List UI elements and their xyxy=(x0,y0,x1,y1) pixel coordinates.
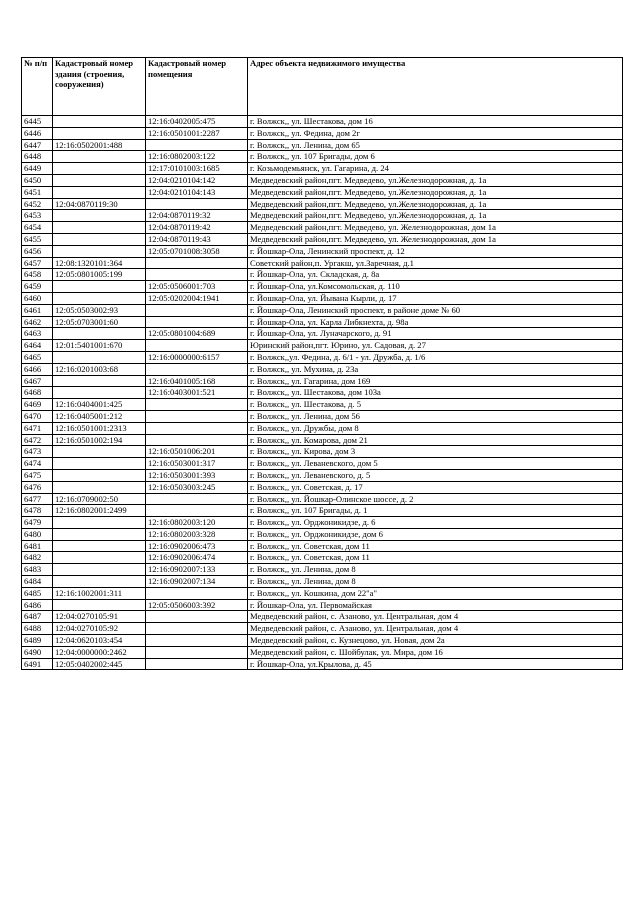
table-row xyxy=(22,635,623,647)
row-number: 6445 xyxy=(22,116,53,128)
building-cadastral-cell xyxy=(53,174,146,186)
row-number: 6463 xyxy=(22,328,53,340)
row-number: 6459 xyxy=(22,281,53,293)
table-header-row xyxy=(22,58,623,116)
premises-cadastral-cell: 12:04:0870119:42 xyxy=(146,222,248,234)
row-number: 6464 xyxy=(22,340,53,352)
row-number: 6455 xyxy=(22,233,53,245)
premises-cadastral-cell: 12:05:0506003:392 xyxy=(146,599,248,611)
row-number: 6475 xyxy=(22,469,53,481)
building-cadastral-cell: 12:04:0000000:2462 xyxy=(53,646,146,658)
table-row xyxy=(22,576,623,588)
building-cadastral-cell xyxy=(53,328,146,340)
premises-cadastral-cell: 12:16:0402005:475 xyxy=(146,116,248,128)
address-cell: г. Йошкар-Ола, ул. Луначарского, д. 91 xyxy=(248,328,623,340)
address-cell: г. Волжск,, ул. Шестакова, дом 103а xyxy=(248,387,623,399)
table-row xyxy=(22,422,623,434)
building-cadastral-cell xyxy=(53,540,146,552)
building-cadastral-cell xyxy=(53,127,146,139)
table-row xyxy=(22,116,623,128)
building-cadastral-cell: 12:04:0870119:30 xyxy=(53,198,146,210)
address-cell: Медведевский район,пгт. Медведево, ул. Железнодорожная, дом 1а xyxy=(248,233,623,245)
table-row xyxy=(22,340,623,352)
row-number: 6483 xyxy=(22,564,53,576)
address-cell: г. Йошкар-Ола, ул. Карла Либкнехта, д. 98а xyxy=(248,316,623,328)
table-row xyxy=(22,458,623,470)
table-row xyxy=(22,222,623,234)
table-row xyxy=(22,163,623,175)
row-number: 6454 xyxy=(22,222,53,234)
table-row xyxy=(22,623,623,635)
table-row xyxy=(22,304,623,316)
row-number: 6446 xyxy=(22,127,53,139)
row-number: 6456 xyxy=(22,245,53,257)
row-number: 6486 xyxy=(22,599,53,611)
address-cell: Медведевский район,пгт. Медведево, ул.Железнодорожная, д. 1а xyxy=(248,174,623,186)
table-row xyxy=(22,587,623,599)
row-number: 6460 xyxy=(22,292,53,304)
address-cell: Медведевский район,пгт. Медведево, ул.Железнодорожная, д. 1а xyxy=(248,198,623,210)
address-cell: г. Йошкар-Ола, ул. Первомайская xyxy=(248,599,623,611)
table-row xyxy=(22,528,623,540)
building-cadastral-cell xyxy=(53,528,146,540)
premises-cadastral-cell: 12:04:0210104:142 xyxy=(146,174,248,186)
building-cadastral-cell xyxy=(53,481,146,493)
row-number: 6457 xyxy=(22,257,53,269)
premises-cadastral-cell xyxy=(146,434,248,446)
building-cadastral-cell xyxy=(53,469,146,481)
header-number: № п/п xyxy=(22,58,53,116)
premises-cadastral-cell xyxy=(146,399,248,411)
address-cell: г. Волжск,, ул. Ленина, дом 56 xyxy=(248,410,623,422)
table-row xyxy=(22,540,623,552)
address-cell: г. Волжск,, ул. 107 Бригады, д. 1 xyxy=(248,505,623,517)
row-number: 6484 xyxy=(22,576,53,588)
building-cadastral-cell xyxy=(53,292,146,304)
table-row xyxy=(22,469,623,481)
table-row xyxy=(22,257,623,269)
building-cadastral-cell xyxy=(53,210,146,222)
address-cell: г. Волжск,, ул. Шестакова, дом 16 xyxy=(248,116,623,128)
row-number: 6458 xyxy=(22,269,53,281)
address-cell: г. Волжск,, ул. Гагарина, дом 169 xyxy=(248,375,623,387)
address-cell: г. Волжск,, ул. Советская, дом 11 xyxy=(248,540,623,552)
premises-cadastral-cell: 12:05:0801004:689 xyxy=(146,328,248,340)
address-cell: г. Козьмодемьянск, ул. Гагарина, д. 24 xyxy=(248,163,623,175)
row-number: 6473 xyxy=(22,446,53,458)
building-cadastral-cell: 12:04:0620103:454 xyxy=(53,635,146,647)
premises-cadastral-cell: 12:04:0870119:43 xyxy=(146,233,248,245)
premises-cadastral-cell: 12:16:0902006:473 xyxy=(146,540,248,552)
premises-cadastral-cell xyxy=(146,304,248,316)
document-page xyxy=(21,57,622,670)
table-row xyxy=(22,174,623,186)
building-cadastral-cell: 12:16:0502001:488 xyxy=(53,139,146,151)
building-cadastral-cell xyxy=(53,564,146,576)
table-row xyxy=(22,363,623,375)
row-number: 6449 xyxy=(22,163,53,175)
premises-cadastral-cell: 12:16:0000000:6157 xyxy=(146,351,248,363)
row-number: 6461 xyxy=(22,304,53,316)
row-number: 6471 xyxy=(22,422,53,434)
building-cadastral-cell xyxy=(53,245,146,257)
row-number: 6488 xyxy=(22,623,53,635)
address-cell: г. Волжск,, ул. Йошкар-Олинское шоссе, д. 2 xyxy=(248,493,623,505)
building-cadastral-cell xyxy=(53,116,146,128)
address-cell: г. Волжск,, ул. Мухина, д. 23а xyxy=(248,363,623,375)
address-cell: г. Йошкар-Ола, ул.Крылова, д. 45 xyxy=(248,658,623,670)
table-row xyxy=(22,505,623,517)
address-cell: г. Йошкар-Ола, ул. Складская, д. 8а xyxy=(248,269,623,281)
premises-cadastral-cell: 12:16:0503001:317 xyxy=(146,458,248,470)
address-cell: г. Волжск,, ул. Ленина, дом 8 xyxy=(248,576,623,588)
row-number: 6490 xyxy=(22,646,53,658)
address-cell: г. Волжск,, ул. 107 Бригады, дом 6 xyxy=(248,151,623,163)
row-number: 6448 xyxy=(22,151,53,163)
building-cadastral-cell: 12:16:0501001:2313 xyxy=(53,422,146,434)
row-number: 6491 xyxy=(22,658,53,670)
table-row xyxy=(22,328,623,340)
premises-cadastral-cell: 12:16:0501001:2287 xyxy=(146,127,248,139)
table-row xyxy=(22,198,623,210)
address-cell: г. Волжск,, ул. Советская, дом 11 xyxy=(248,552,623,564)
premises-cadastral-cell xyxy=(146,493,248,505)
premises-cadastral-cell: 12:16:0403001:521 xyxy=(146,387,248,399)
table-row xyxy=(22,493,623,505)
table-row xyxy=(22,646,623,658)
address-cell: г. Йошкар-Ола, ул. Йывана Кырли, д. 17 xyxy=(248,292,623,304)
premises-cadastral-cell: 12:05:0506001:703 xyxy=(146,281,248,293)
table-row xyxy=(22,517,623,529)
address-cell: Медведевский район, с. Шойбулак, ул. Мира, дом 16 xyxy=(248,646,623,658)
building-cadastral-cell xyxy=(53,552,146,564)
header-address: Адрес объекта недвижимого имущества xyxy=(248,58,623,116)
row-number: 6468 xyxy=(22,387,53,399)
building-cadastral-cell: 12:05:0503002:93 xyxy=(53,304,146,316)
building-cadastral-cell xyxy=(53,163,146,175)
premises-cadastral-cell: 12:16:0501006:201 xyxy=(146,446,248,458)
table-row xyxy=(22,245,623,257)
building-cadastral-cell: 12:05:0402002:445 xyxy=(53,658,146,670)
premises-cadastral-cell xyxy=(146,611,248,623)
table-row xyxy=(22,292,623,304)
premises-cadastral-cell xyxy=(146,422,248,434)
building-cadastral-cell: 12:04:0270105:92 xyxy=(53,623,146,635)
building-cadastral-cell xyxy=(53,517,146,529)
address-cell: г. Йошкар-Ола, Ленинский проспект, д. 12 xyxy=(248,245,623,257)
address-cell: Медведевский район, с. Азаново, ул. Центральная, дом 4 xyxy=(248,623,623,635)
building-cadastral-cell: 12:16:0802001:2499 xyxy=(53,505,146,517)
address-cell: г. Волжск,, ул. Федина, дом 2г xyxy=(248,127,623,139)
row-number: 6451 xyxy=(22,186,53,198)
building-cadastral-cell xyxy=(53,222,146,234)
table-row xyxy=(22,387,623,399)
address-cell: г. Волжск,, ул. Леваневского, дом 5 xyxy=(248,458,623,470)
row-number: 6453 xyxy=(22,210,53,222)
address-cell: Медведевский район, с. Азаново, ул. Центральная, дом 4 xyxy=(248,611,623,623)
address-cell: Медведевский район,пгт. Медведево, ул. Железнодорожная, дом 1а xyxy=(248,222,623,234)
building-cadastral-cell: 12:04:0270105:91 xyxy=(53,611,146,623)
header-premises-cadastral: Кадастровый номер помещения xyxy=(146,58,248,116)
table-row xyxy=(22,552,623,564)
row-number: 6466 xyxy=(22,363,53,375)
premises-cadastral-cell: 12:16:0503003:245 xyxy=(146,481,248,493)
table-row xyxy=(22,139,623,151)
address-cell: г. Волжск,, ул. Дружбы, дом 8 xyxy=(248,422,623,434)
row-number: 6477 xyxy=(22,493,53,505)
premises-cadastral-cell: 12:04:0210104:143 xyxy=(146,186,248,198)
premises-cadastral-cell xyxy=(146,198,248,210)
address-cell: г. Волжск,, ул. Орджоникидзе, дом 6 xyxy=(248,528,623,540)
table-row xyxy=(22,564,623,576)
row-number: 6476 xyxy=(22,481,53,493)
address-cell: Советский район,п. Ургакш, ул.Заречная, д.1 xyxy=(248,257,623,269)
address-cell: г. Волжск,, ул. Комарова, дом 21 xyxy=(248,434,623,446)
table-row xyxy=(22,599,623,611)
premises-cadastral-cell: 12:16:0401005:168 xyxy=(146,375,248,387)
property-table xyxy=(21,57,623,670)
building-cadastral-cell xyxy=(53,151,146,163)
building-cadastral-cell xyxy=(53,233,146,245)
table-row xyxy=(22,210,623,222)
premises-cadastral-cell xyxy=(146,316,248,328)
building-cadastral-cell: 12:16:0405001:212 xyxy=(53,410,146,422)
building-cadastral-cell: 12:16:0404001:425 xyxy=(53,399,146,411)
building-cadastral-cell: 12:05:0801005:199 xyxy=(53,269,146,281)
address-cell: г. Волжск,, ул. Орджоникидзе, д. 6 xyxy=(248,517,623,529)
row-number: 6472 xyxy=(22,434,53,446)
building-cadastral-cell: 12:16:0201003:68 xyxy=(53,363,146,375)
building-cadastral-cell xyxy=(53,186,146,198)
row-number: 6478 xyxy=(22,505,53,517)
address-cell: г. Волжск,, ул. Кирова, дом 3 xyxy=(248,446,623,458)
row-number: 6465 xyxy=(22,351,53,363)
row-number: 6470 xyxy=(22,410,53,422)
building-cadastral-cell xyxy=(53,458,146,470)
address-cell: Медведевский район, с. Кузнецово, ул. Новая, дом 2а xyxy=(248,635,623,647)
building-cadastral-cell: 12:08:1320101:364 xyxy=(53,257,146,269)
premises-cadastral-cell xyxy=(146,340,248,352)
premises-cadastral-cell: 12:16:0902007:133 xyxy=(146,564,248,576)
row-number: 6481 xyxy=(22,540,53,552)
address-cell: г. Волжск,,ул. Федина, д. 6/1 - ул. Дружба, д. 1/6 xyxy=(248,351,623,363)
premises-cadastral-cell: 12:16:0902007:134 xyxy=(146,576,248,588)
premises-cadastral-cell xyxy=(146,623,248,635)
table-row xyxy=(22,375,623,387)
address-cell: г. Волжск,, ул. Ленина, дом 65 xyxy=(248,139,623,151)
building-cadastral-cell: 12:01:5401001:670 xyxy=(53,340,146,352)
row-number: 6452 xyxy=(22,198,53,210)
row-number: 6469 xyxy=(22,399,53,411)
building-cadastral-cell: 12:16:1002001:311 xyxy=(53,587,146,599)
building-cadastral-cell xyxy=(53,387,146,399)
premises-cadastral-cell: 12:05:0202004:1941 xyxy=(146,292,248,304)
table-row xyxy=(22,481,623,493)
address-cell: г. Волжск,, ул. Кошкина, дом 22"а" xyxy=(248,587,623,599)
row-number: 6450 xyxy=(22,174,53,186)
building-cadastral-cell xyxy=(53,576,146,588)
premises-cadastral-cell: 12:05:0701008:3058 xyxy=(146,245,248,257)
row-number: 6487 xyxy=(22,611,53,623)
row-number: 6474 xyxy=(22,458,53,470)
row-number: 6467 xyxy=(22,375,53,387)
address-cell: г. Йошкар-Ола, Ленинский проспект, в районе доме № 60 xyxy=(248,304,623,316)
address-cell: Юринский район,пгт. Юрино, ул. Садовая, д. 27 xyxy=(248,340,623,352)
table-row xyxy=(22,127,623,139)
address-cell: г. Волжск,, ул. Леваневского, д. 5 xyxy=(248,469,623,481)
table-row xyxy=(22,410,623,422)
building-cadastral-cell: 12:16:0709002:50 xyxy=(53,493,146,505)
table-row xyxy=(22,316,623,328)
address-cell: г. Волжск,, ул. Ленина, дом 8 xyxy=(248,564,623,576)
premises-cadastral-cell: 12:04:0870119:32 xyxy=(146,210,248,222)
building-cadastral-cell xyxy=(53,351,146,363)
premises-cadastral-cell xyxy=(146,257,248,269)
address-cell: г. Волжск,, ул. Советская, д. 17 xyxy=(248,481,623,493)
premises-cadastral-cell: 12:16:0802003:120 xyxy=(146,517,248,529)
premises-cadastral-cell xyxy=(146,139,248,151)
row-number: 6462 xyxy=(22,316,53,328)
premises-cadastral-cell: 12:16:0802003:328 xyxy=(146,528,248,540)
building-cadastral-cell: 12:16:0501002:194 xyxy=(53,434,146,446)
building-cadastral-cell xyxy=(53,375,146,387)
table-row xyxy=(22,233,623,245)
premises-cadastral-cell: 12:16:0802003:122 xyxy=(146,151,248,163)
table-row xyxy=(22,658,623,670)
table-row xyxy=(22,446,623,458)
building-cadastral-cell xyxy=(53,446,146,458)
table-row xyxy=(22,269,623,281)
table-row xyxy=(22,434,623,446)
premises-cadastral-cell xyxy=(146,269,248,281)
building-cadastral-cell xyxy=(53,599,146,611)
table-row xyxy=(22,151,623,163)
premises-cadastral-cell: 12:16:0503001:393 xyxy=(146,469,248,481)
address-cell: г. Йошкар-Ола, ул.Комсомольская, д. 110 xyxy=(248,281,623,293)
premises-cadastral-cell xyxy=(146,635,248,647)
building-cadastral-cell xyxy=(53,281,146,293)
row-number: 6479 xyxy=(22,517,53,529)
row-number: 6485 xyxy=(22,587,53,599)
premises-cadastral-cell xyxy=(146,587,248,599)
premises-cadastral-cell xyxy=(146,410,248,422)
address-cell: Медведевский район,пгт. Медведево, ул.Железнодорожная, д. 1а xyxy=(248,210,623,222)
table-row xyxy=(22,186,623,198)
row-number: 6447 xyxy=(22,139,53,151)
premises-cadastral-cell: 12:17:0101003:1685 xyxy=(146,163,248,175)
premises-cadastral-cell xyxy=(146,363,248,375)
header-building-cadastral: Кадастровый номер здания (строения, сооружения) xyxy=(53,58,146,116)
table-row xyxy=(22,399,623,411)
premises-cadastral-cell xyxy=(146,646,248,658)
premises-cadastral-cell xyxy=(146,658,248,670)
premises-cadastral-cell xyxy=(146,505,248,517)
table-row xyxy=(22,281,623,293)
table-row xyxy=(22,611,623,623)
table-row xyxy=(22,351,623,363)
premises-cadastral-cell: 12:16:0902006:474 xyxy=(146,552,248,564)
building-cadastral-cell: 12:05:0703001:60 xyxy=(53,316,146,328)
row-number: 6482 xyxy=(22,552,53,564)
address-cell: Медведевский район,пгт. Медведево, ул.Железнодорожная, д. 1а xyxy=(248,186,623,198)
row-number: 6489 xyxy=(22,635,53,647)
row-number: 6480 xyxy=(22,528,53,540)
address-cell: г. Волжск,, ул. Шестакова, д. 5 xyxy=(248,399,623,411)
table-body xyxy=(22,116,623,670)
